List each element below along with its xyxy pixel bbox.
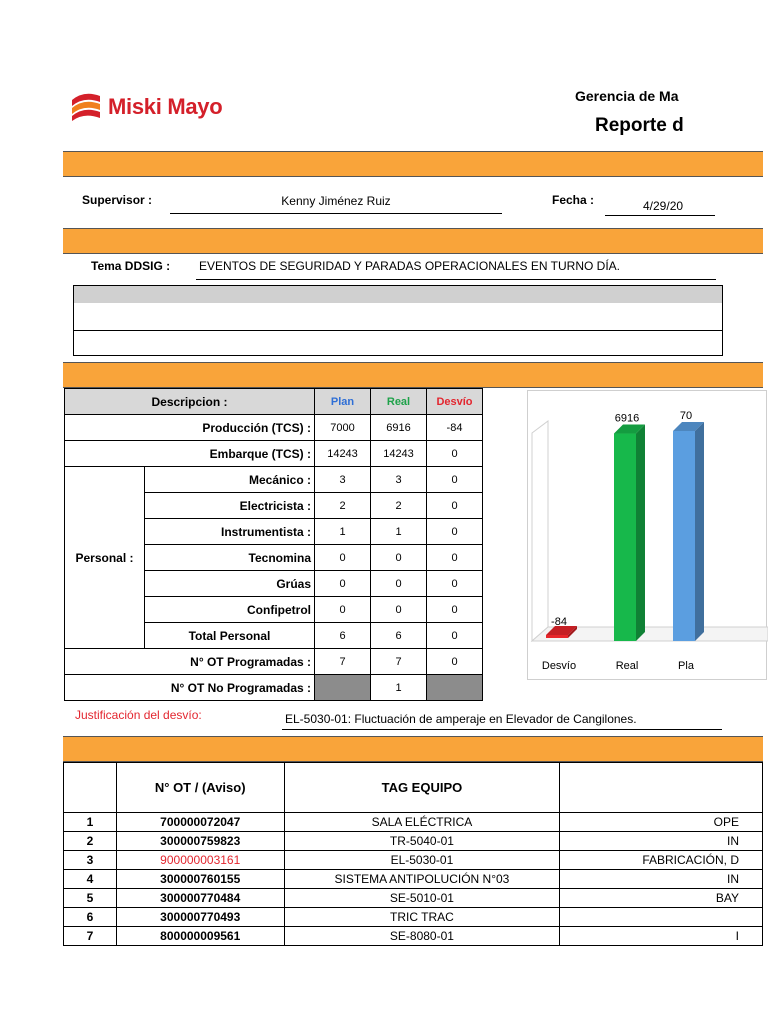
cell-real: 6916 [371,415,427,441]
cell-plan: 0 [315,571,371,597]
company-name: Miski Mayo [108,94,223,119]
cell-plan: 0 [315,597,371,623]
section-bar-ddsig [63,228,763,254]
table-row [64,870,763,889]
row-ot: 800000009561 [116,927,284,946]
section-bar-ot [63,736,763,762]
cell-plan: 0 [315,545,371,571]
chart-value-label: 70 [679,410,693,422]
cell-desvio: 0 [427,441,483,467]
chart-bar-desvío [546,635,568,638]
cell-desvio: 0 [427,623,483,649]
cell-plan: 14243 [315,441,371,467]
fecha-value: 4/29/20 [643,199,684,213]
cell-desvio: 0 [427,519,483,545]
header-ot: N° OT / (Aviso) [116,763,284,813]
row-label: Embarque (TCS) : [65,441,315,467]
cell-real: 0 [371,571,427,597]
row-desc [560,908,763,927]
chart-back-wall [532,421,548,641]
chart-value-label: -84 [551,616,567,628]
table-row [64,851,763,870]
row-index: 5 [64,889,117,908]
row-index: 6 [64,908,117,927]
chart-canvas [528,391,768,681]
justificacion-value: EL-5030-01: Fluctuación de amperaje en Elevador de Cangilones. [285,712,637,726]
tema-value: EVENTOS DE SEGURIDAD Y PARADAS OPERACIONALES EN TURNO DÍA. [199,259,620,273]
cell-real: 3 [371,467,427,493]
supervisor-label: Supervisor : [82,193,153,207]
cell-plan: 3 [315,467,371,493]
personal-label: Personal : [65,467,145,649]
row-desc: FABRICACIÓN, D [560,851,763,870]
table-row [64,908,763,927]
row-ot: 700000072047 [116,813,284,832]
row-tag: EL-5030-01 [284,851,560,870]
row-label: Tecnomina [145,545,315,571]
table-row [64,927,763,946]
row-desc: OPE [560,813,763,832]
row-ot: 900000003161 [116,851,284,870]
chart-category-label: Desvío [541,660,577,672]
row-label: Instrumentista : [145,519,315,545]
production-chart [527,390,767,680]
cell-desvio: 0 [427,493,483,519]
justificacion-label: Justificación del desvío: [75,708,202,722]
supervisor-value: Kenny Jiménez Ruiz [281,194,391,208]
cell-real: 1 [371,519,427,545]
row-label: N° OT Programadas : [65,649,315,675]
table-row [64,889,763,908]
cell-desvio: 0 [427,597,483,623]
ddsig-notes-header [74,286,722,303]
table-row [65,649,483,675]
row-label: Producción (TCS) : [65,415,315,441]
cell-desvio: -84 [427,415,483,441]
row-label: N° OT No Programadas : [65,675,315,701]
cell-real: 14243 [371,441,427,467]
header-description: Descripcion : [65,389,315,415]
cell-real: 0 [371,545,427,571]
header-plan: Plan [315,389,371,415]
cell-real: 1 [371,675,427,701]
cell-desvio: 0 [427,649,483,675]
fecha-label: Fecha : [552,193,595,207]
ot-table [63,762,763,946]
cell-desvio: 0 [427,571,483,597]
chart-bar-real [614,434,636,641]
row-index: 3 [64,851,117,870]
cell-plan: 7000 [315,415,371,441]
production-table [64,388,483,701]
cell-plan: 1 [315,519,371,545]
header-real: Real [371,389,427,415]
cell-desvio: 0 [427,545,483,571]
cell-real: 6 [371,623,427,649]
cell-plan: 6 [315,623,371,649]
cell-desvio: 0 [427,467,483,493]
row-tag: TR-5040-01 [284,832,560,851]
section-bar-header [63,151,763,177]
row-ot: 300000759823 [116,832,284,851]
header-index [64,763,117,813]
row-label: Electricista : [145,493,315,519]
cell-real: 7 [371,649,427,675]
section-bar-production [63,362,763,388]
row-desc: BAY [560,889,763,908]
table-row [65,415,483,441]
row-label: Mecánico : [145,467,315,493]
row-index: 4 [64,870,117,889]
row-index: 7 [64,927,117,946]
cell-plan: 2 [315,493,371,519]
cell-real: 0 [371,597,427,623]
row-ot: 300000770493 [116,908,284,927]
table-row [64,813,763,832]
miski-mayo-logo-icon [70,90,102,122]
table-row [64,832,763,851]
cell-plan: 7 [315,649,371,675]
header-description [560,763,763,813]
report-title: Reporte d [595,115,684,136]
chart-bar-side-1 [636,425,645,641]
row-ot: 300000770484 [116,889,284,908]
ddsig-notes-divider [74,330,722,331]
cell-plan-empty [315,675,371,701]
cell-real: 2 [371,493,427,519]
row-desc: IN [560,832,763,851]
row-label: Total Personal [145,623,315,649]
company-logo [70,90,240,126]
chart-category-label: Pla [678,660,694,672]
table-row [65,441,483,467]
row-label: Grúas [145,571,315,597]
row-desc: I [560,927,763,946]
row-label: Confipetrol [145,597,315,623]
chart-value-label: 6916 [614,412,640,425]
chart-bar-pla [673,431,695,641]
cell-desvio-empty [427,675,483,701]
table-row [65,467,483,493]
row-ot: 300000760155 [116,870,284,889]
chart-bar-side-2 [695,422,704,641]
row-tag: TRIC TRAC [284,908,560,927]
row-desc: IN [560,870,763,889]
row-tag: SE-5010-01 [284,889,560,908]
row-index: 1 [64,813,117,832]
tema-label: Tema DDSIG : [91,259,171,273]
row-tag: SALA ELÉCTRICA [284,813,560,832]
chart-category-label: Real [615,660,639,672]
row-tag: SISTEMA ANTIPOLUCIÓN N°03 [284,870,560,889]
header-tag: TAG EQUIPO [284,763,560,813]
row-tag: SE-8080-01 [284,927,560,946]
row-index: 2 [64,832,117,851]
header-desvio: Desvío [427,389,483,415]
table-row [65,675,483,701]
header-management: Gerencia de Ma [575,88,679,104]
